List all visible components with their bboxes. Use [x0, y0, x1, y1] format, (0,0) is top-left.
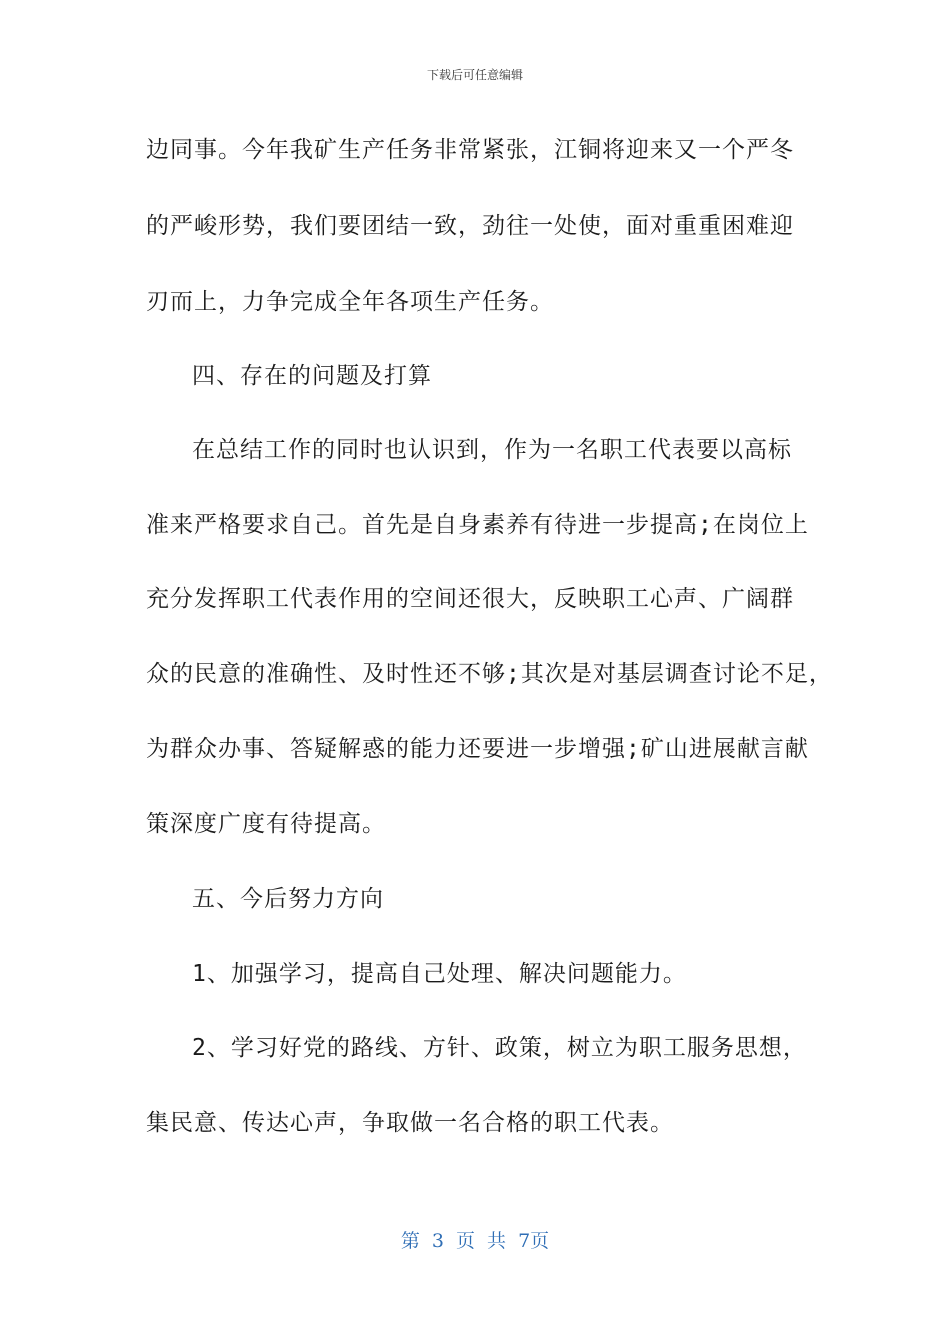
body-line: 众的民意的准确性、及时性还不够;其次是对基层调查讨论不足，: [146, 661, 833, 687]
body-line: 为群众办事、答疑解惑的能力还要进一步增强;矿山进展献言献: [146, 736, 809, 762]
body-line: 的严峻形势，我们要团结一致，劲往一处使，面对重重困难迎: [146, 213, 794, 239]
body-line: 边同事。今年我矿生产任务非常紧张，江铜将迎来又一个严冬: [146, 137, 794, 163]
body-line: 集民意、传达心声，争取做一名合格的职工代表。: [146, 1110, 674, 1136]
list-item: 2、学习好党的路线、方针、政策，树立为职工服务思想，: [192, 1035, 807, 1061]
page-header-note: 下载后可任意编辑: [426, 68, 523, 82]
list-item: 1、加强学习，提高自己处理、解决问题能力。: [192, 961, 687, 987]
body-line: 刃而上，力争完成全年各项生产任务。: [146, 289, 554, 315]
body-line: 策深度广度有待提高。: [146, 811, 386, 837]
section-heading: 五、今后努力方向: [192, 886, 384, 912]
body-line: 准来严格要求自己。首先是自身素养有待进一步提高;在岗位上: [146, 512, 809, 538]
body-line: 充分发挥职工代表作用的空间还很大，反映职工心声、广阔群: [146, 586, 794, 612]
body-line: 在总结工作的同时也认识到，作为一名职工代表要以高标: [192, 437, 792, 463]
page-number: 第 3 页 共 7页: [400, 1230, 550, 1252]
section-heading: 四、存在的问题及打算: [192, 363, 432, 389]
